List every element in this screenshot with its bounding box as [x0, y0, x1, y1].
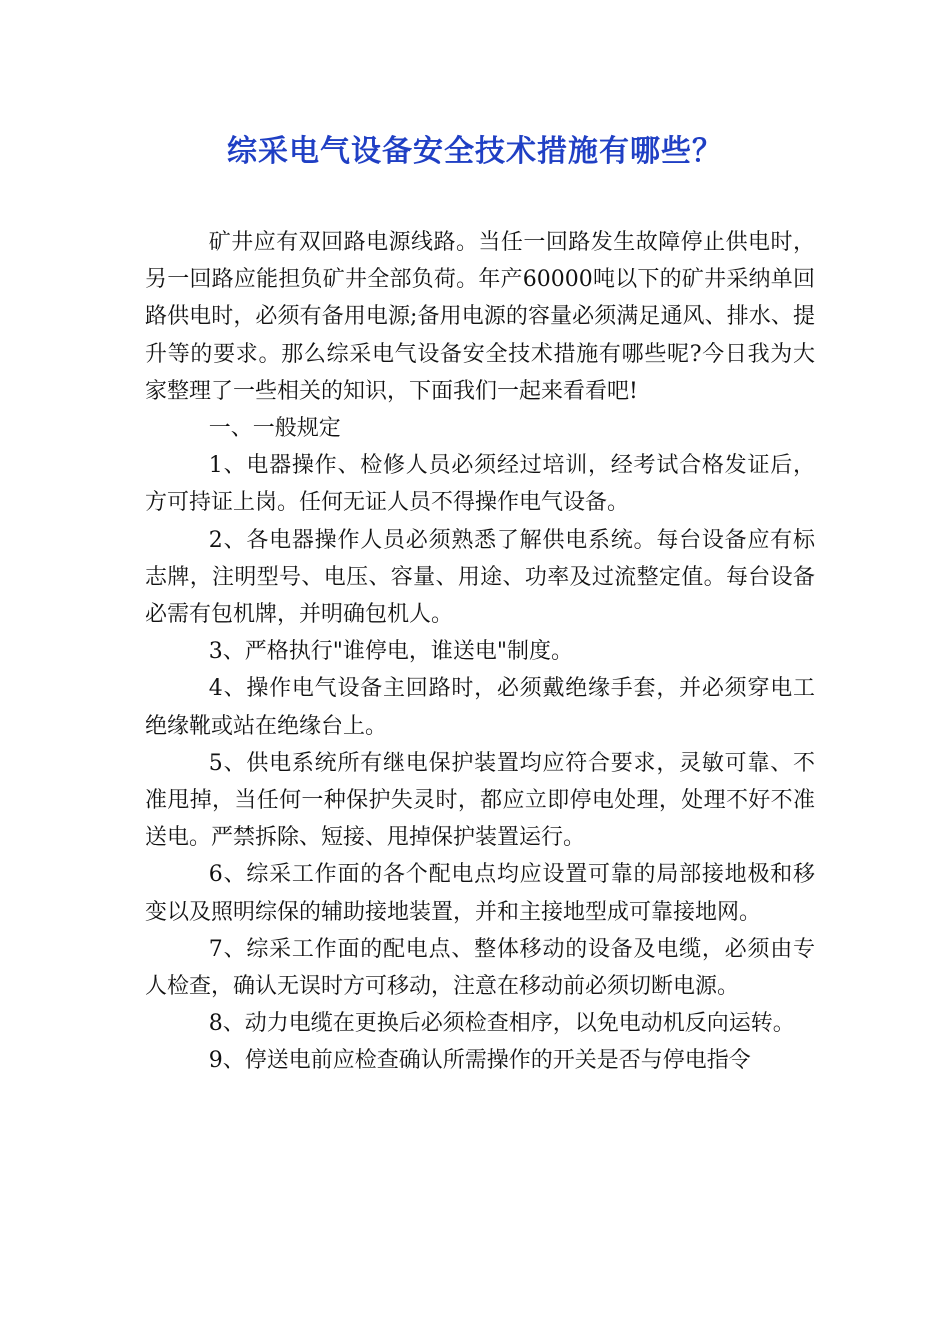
- document-body: [145, 224, 815, 1080]
- document-title: 综采电气设备安全技术措施有哪些？: [227, 134, 723, 169]
- rule-paragraph-5: 5、供电系统所有继电保护装置均应符合要求，灵敏可靠、不准甩掉，当任何一种保护失灵时，都应立即停电处理，处理不好不准送电。严禁拆除、短接、甩掉保护装置运行。: [145, 750, 815, 851]
- rule-paragraph-6: 6、综采工作面的各个配电点均应设置可靠的局部接地极和移变以及照明综保的辅助接地装置，并和主接地型成可靠接地网。: [145, 862, 815, 925]
- rule-paragraph-2: 2、各电器操作人员必须熟悉了解供电系统。每台设备应有标志牌，注明型号、电压、容量、用途、功率及过流整定值。每台设备必需有包机牌，并明确包机人。: [145, 527, 815, 628]
- rule-paragraph-1: 1、电器操作、检修人员必须经过培训，经考试合格发证后，方可持证上岗。任何无证人员不得操作电气设备。: [145, 453, 815, 516]
- rule-paragraph-8: 8、动力电缆在更换后必须检查相序，以免电动机反向运转。: [208, 1011, 795, 1037]
- intro-paragraph: 矿井应有双回路电源线路。当任一回路发生故障停止供电时，另一回路应能担负矿井全部负荷。年产60000吨以下的矿井采纳单回路供电时，必须有备用电源;备用电源的容量必须满足通风、排水、提升等的要求。那么综采电气设备安全技术措施有哪些呢?今日我为大家整理了一些相关的知识，下面我们一起来看看吧!: [145, 230, 815, 404]
- rule-paragraph-3: 3、严格执行"谁停电，谁送电"制度。: [208, 639, 574, 665]
- rule-paragraph-9: 9、停送电前应检查确认所需操作的开关是否与停电指令: [208, 1048, 751, 1074]
- rule-paragraph-4: 4、操作电气设备主回路时，必须戴绝缘手套，并必须穿电工绝缘靴或站在绝缘台上。: [145, 676, 815, 739]
- rule-paragraph-7: 7、综采工作面的配电点、整体移动的设备及电缆，必须由专人检查，确认无误时方可移动，注意在移动前必须切断电源。: [145, 936, 815, 1000]
- section-heading: 一、一般规定: [208, 416, 341, 442]
